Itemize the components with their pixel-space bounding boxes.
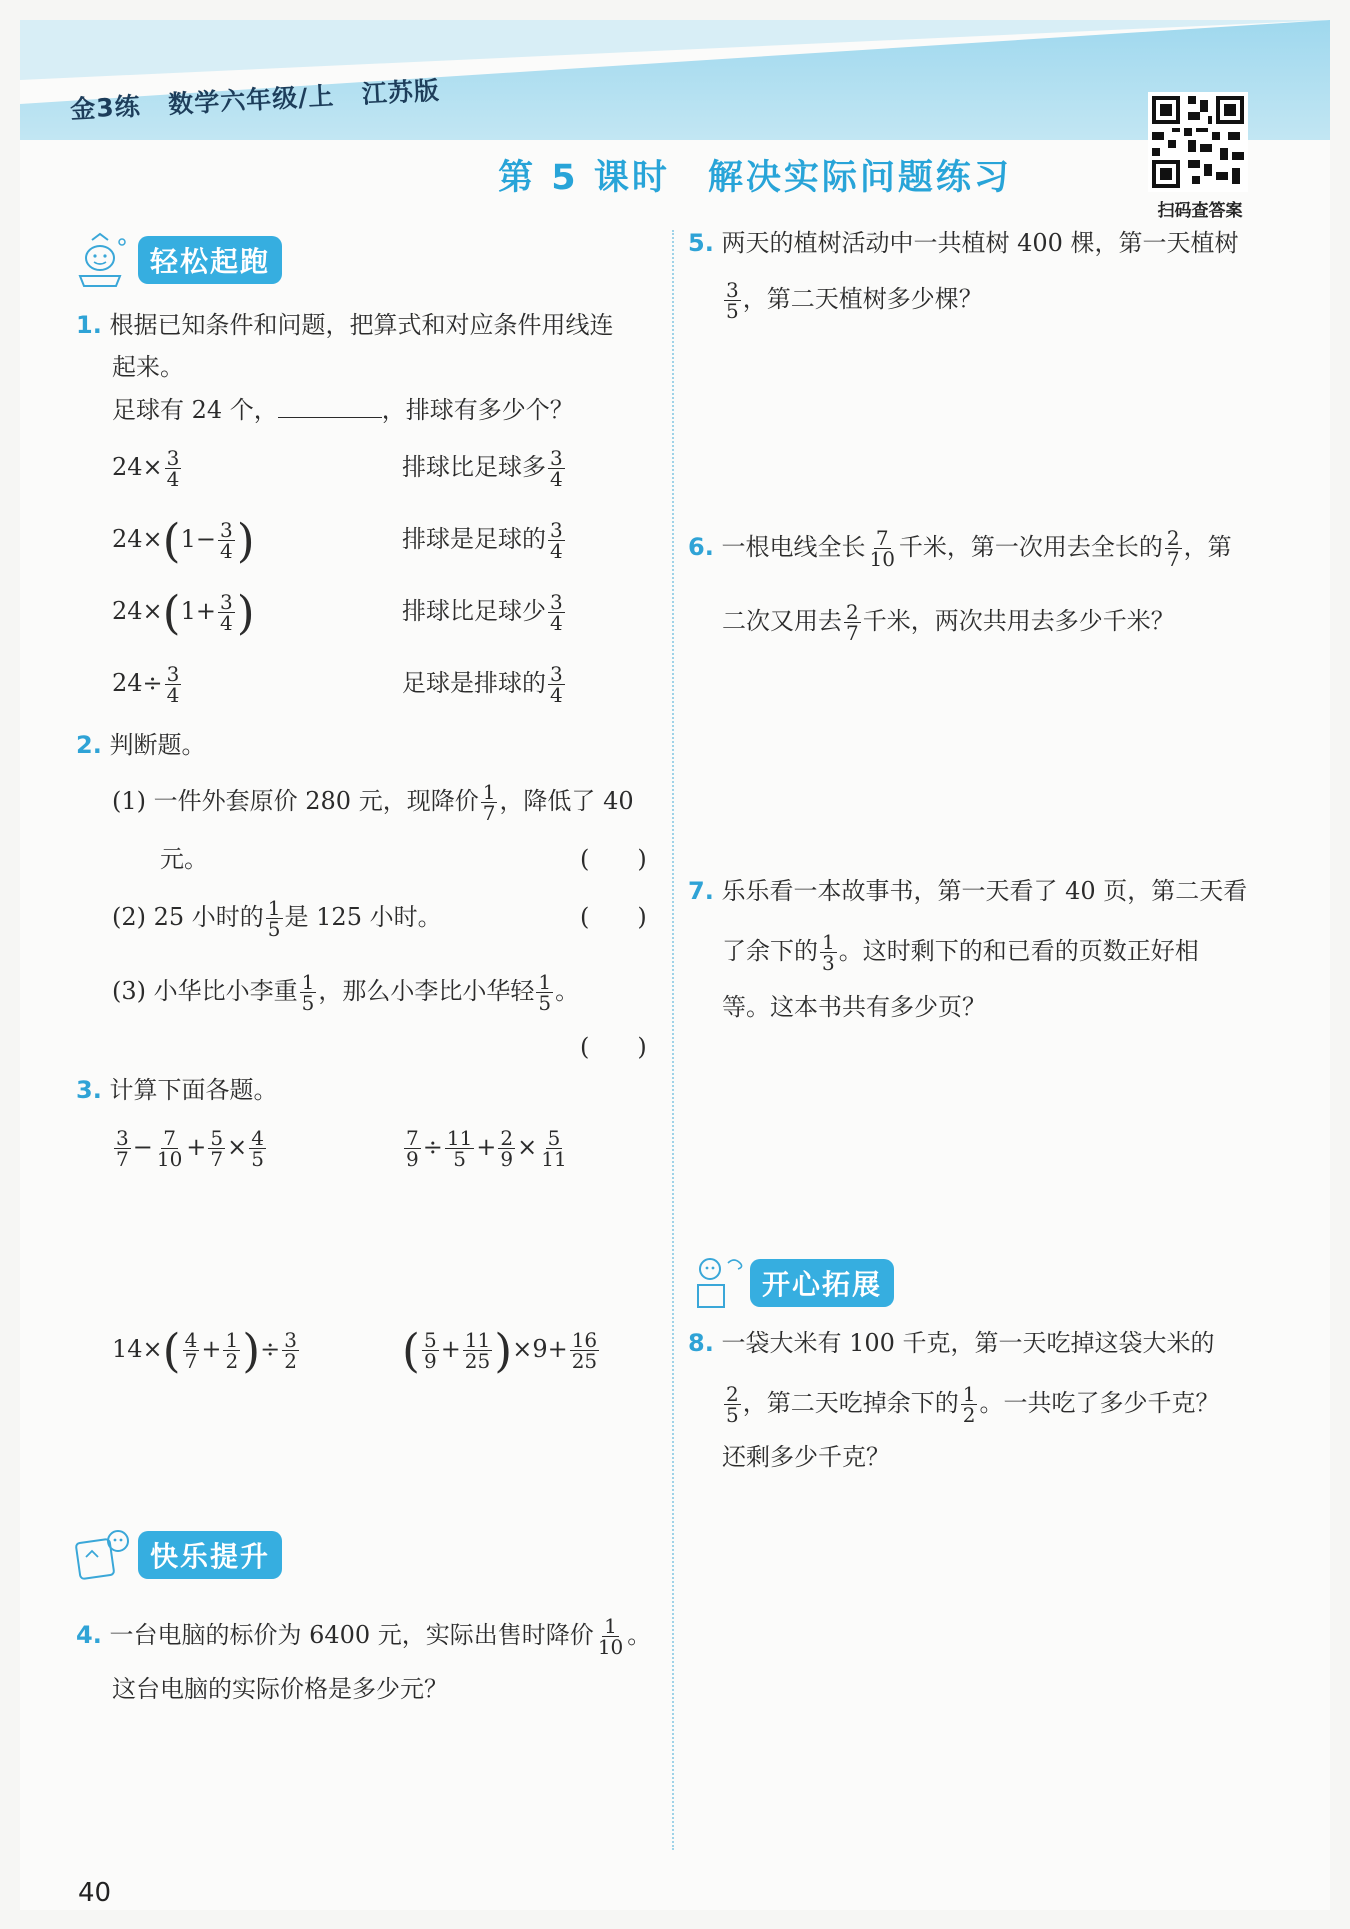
section-extend bbox=[684, 1258, 894, 1308]
q1-text: 根据已知条件和问题，把算式和对应条件用线连 bbox=[109, 311, 614, 339]
q2-s2-b: 是 125 小时。 bbox=[284, 903, 442, 931]
section-boost bbox=[72, 1530, 282, 1580]
q1-blank[interactable] bbox=[278, 393, 382, 418]
q1-cond-2[interactable] bbox=[402, 520, 567, 561]
q3-expr-4: ( $\frac{5}{9}$ + $\frac{11}{25}$ )×9+ $\frac{16}{25}$ bbox=[402, 1323, 598, 1378]
section-extend-label: 开心拓展 bbox=[750, 1259, 894, 1307]
fraction: $\frac{3}{4}$ bbox=[550, 518, 563, 563]
q2-s1-unit: 元。 bbox=[160, 845, 208, 873]
expr-text: 24× bbox=[112, 453, 163, 481]
q2-number: 2. bbox=[76, 731, 102, 759]
qr-code[interactable] bbox=[1148, 92, 1248, 192]
expr-text: 24×(1+ bbox=[112, 585, 216, 640]
q4-number: 4. bbox=[76, 1621, 102, 1649]
q1-expr-2[interactable]: 24×(1− $\frac{3}{4}$ ) bbox=[112, 513, 255, 568]
q1-line2: 起来。 bbox=[112, 353, 184, 381]
q1-line1 bbox=[76, 308, 613, 342]
q6-d: 二次又用去 bbox=[722, 607, 842, 635]
q1-number: 1. bbox=[76, 311, 102, 339]
q2-s3-answer[interactable]: ( ) bbox=[580, 1033, 647, 1061]
q2-s3-b: ，那么小李比小华轻 bbox=[318, 977, 535, 1005]
q8-line2: $\frac{2}{5}$ ，第二天吃掉余下的 $\frac{1}{2}$ 。一共吃了多少千克？ bbox=[726, 1382, 1220, 1427]
cond-text: 排球比足球少 bbox=[402, 597, 546, 625]
q8-b: 。一共吃了多少千克？ bbox=[979, 1389, 1220, 1417]
q3-number: 3. bbox=[76, 1076, 102, 1104]
fraction: $\frac{1}{7}$ bbox=[482, 780, 496, 825]
fraction: $\frac{1}{5}$ bbox=[301, 970, 315, 1015]
q3-title bbox=[76, 1073, 277, 1107]
q7-line1 bbox=[688, 874, 1247, 908]
brand-name: 金3练 bbox=[69, 91, 142, 125]
fraction: $\frac{3}{4}$ bbox=[166, 662, 180, 707]
q1-cond-1[interactable] bbox=[402, 448, 567, 489]
q5-text: 两天的植树活动中一共植树 400 棵，第一天植树 bbox=[721, 229, 1239, 257]
q2-s3 bbox=[112, 972, 579, 1013]
q2-s1-answer[interactable]: ( ) bbox=[580, 845, 647, 873]
q6-line2: 二次又用去 $\frac{2}{7}$ 千米，两次共用去多少千米？ bbox=[722, 600, 1175, 645]
section-easy-label: 轻松起跑 bbox=[138, 236, 282, 284]
q6-c: ，第 bbox=[1183, 533, 1232, 561]
subject-grade: 数学六年级/上 bbox=[167, 81, 336, 119]
fraction: $\frac{3}{4}$ bbox=[220, 590, 233, 635]
cond-text: 足球是排球的 bbox=[402, 669, 546, 697]
section-boost-label: 快乐提升 bbox=[138, 1531, 282, 1579]
q6-line1: 6. 一根电线全长 $\frac{7}{10}$ 千米，第一次用去全长的 $\frac{2}{7}$ ，第 bbox=[688, 526, 1232, 571]
q1-prompt-a: 足球有 24 个， bbox=[112, 396, 278, 424]
q2-s2-a: (2) 25 小时的 bbox=[112, 903, 264, 931]
q8-text: 一袋大米有 100 千克，第一天吃掉这袋大米的 bbox=[721, 1329, 1215, 1357]
q2-s3-a: (3) 小华比小李重 bbox=[112, 977, 298, 1005]
q5-number: 5. bbox=[688, 229, 714, 257]
column-divider bbox=[672, 230, 674, 1850]
q1-cond-4[interactable] bbox=[402, 664, 567, 705]
q1-expr-1[interactable] bbox=[112, 448, 183, 489]
fraction: $\frac{3}{5}$ bbox=[726, 278, 739, 323]
cond-text: 排球是足球的 bbox=[402, 525, 546, 553]
q7-text: 乐乐看一本故事书，第一天看了 40 页，第二天看 bbox=[721, 877, 1248, 905]
mascot-icon bbox=[72, 232, 134, 288]
q2-s1-b: ，降低了 40 bbox=[499, 787, 634, 815]
q1-cond-3[interactable] bbox=[402, 592, 567, 633]
q7-a: 了余下的 bbox=[722, 937, 818, 965]
q2-s2-answer[interactable]: ( ) bbox=[580, 903, 647, 931]
q7-number: 7. bbox=[688, 877, 714, 905]
q8-a: ，第二天吃掉余下的 bbox=[742, 1389, 959, 1417]
page-title: 第 5 课时 解决实际问题练习 bbox=[498, 158, 1012, 198]
expr-text: 24×(1− bbox=[112, 513, 216, 568]
q6-e: 千米，两次共用去多少千米？ bbox=[862, 607, 1175, 635]
q1-prompt bbox=[112, 393, 574, 427]
q2-title bbox=[76, 728, 205, 762]
fraction: $\frac{3}{4}$ bbox=[550, 590, 563, 635]
q6-number: 6. bbox=[688, 533, 714, 561]
q6-a: 一根电线全长 bbox=[721, 533, 866, 561]
q8-number: 8. bbox=[688, 1329, 714, 1357]
qr-caption: 扫码查答案 bbox=[1157, 201, 1243, 221]
q4-end: 。 bbox=[627, 1621, 652, 1649]
q8-line3: 还剩多少千克？ bbox=[722, 1443, 890, 1471]
q2-s1 bbox=[112, 782, 634, 823]
q3-title-text: 计算下面各题。 bbox=[109, 1076, 278, 1104]
expr-text: 24÷ bbox=[112, 669, 163, 697]
q2-title-text: 判断题。 bbox=[109, 731, 206, 759]
q7-line3: 等。这本书共有多少页？ bbox=[722, 993, 986, 1021]
q2-s1-a: (1) 一件外套原价 280 元，现降价 bbox=[112, 787, 479, 815]
fraction: $\frac{3}{4}$ bbox=[550, 446, 563, 491]
fraction: $\frac{1}{5}$ bbox=[538, 970, 552, 1015]
page-number: 40 bbox=[78, 1878, 112, 1908]
q5-text2: ，第二天植树多少棵？ bbox=[742, 285, 983, 313]
q4-line2: 这台电脑的实际价格是多少元？ bbox=[112, 1675, 448, 1703]
fraction: $\frac{1}{5}$ bbox=[267, 896, 281, 941]
fraction: $\frac{3}{4}$ bbox=[550, 662, 563, 707]
cond-text: 排球比足球多 bbox=[402, 453, 546, 481]
q3-expr-3: 14×( $\frac{4}{7}$ + $\frac{1}{2}$ )÷ $\frac{3}{2}$ bbox=[112, 1323, 297, 1378]
q2-s3-c: 。 bbox=[555, 977, 580, 1005]
fraction: $\frac{3}{4}$ bbox=[220, 518, 233, 563]
q6-b: 千米，第一次用去全长的 bbox=[898, 533, 1163, 561]
mascot-icon bbox=[684, 1255, 746, 1311]
q8-line1 bbox=[688, 1326, 1215, 1360]
q5-line1 bbox=[688, 226, 1239, 260]
q4-text: 一台电脑的标价为 6400 元，实际出售时降价 bbox=[109, 1621, 594, 1649]
fraction: $\frac{1}{10}$ bbox=[597, 1614, 624, 1659]
mascot-icon bbox=[72, 1527, 134, 1583]
q5-line2 bbox=[722, 280, 983, 321]
q1-prompt-b: ，排球有多少个？ bbox=[381, 396, 574, 424]
q7-b: 。这时剩下的和已看的页数正好相 bbox=[838, 937, 1199, 965]
fraction: $\frac{3}{4}$ bbox=[166, 446, 180, 491]
q3-expr-2: $\frac{7}{9}$ ÷ $\frac{11}{5}$ + $\frac{2}{9}$ × $\frac{5}{11}$ bbox=[406, 1126, 567, 1171]
q1-expr-4[interactable] bbox=[112, 664, 183, 705]
q2-s2 bbox=[112, 898, 442, 939]
section-easy bbox=[72, 235, 282, 285]
edition: 江苏版 bbox=[361, 75, 441, 109]
q3-expr-1: $\frac{3}{7}$ − $\frac{7}{10}$ + $\frac{5}{7}$ × $\frac{4}{5}$ bbox=[116, 1126, 264, 1171]
q1-expr-3[interactable]: 24×(1+ $\frac{3}{4}$ ) bbox=[112, 585, 255, 640]
q4-line1 bbox=[76, 1616, 651, 1657]
q7-line2: 了余下的 $\frac{1}{3}$ 。这时剩下的和已看的页数正好相 bbox=[722, 930, 1199, 975]
